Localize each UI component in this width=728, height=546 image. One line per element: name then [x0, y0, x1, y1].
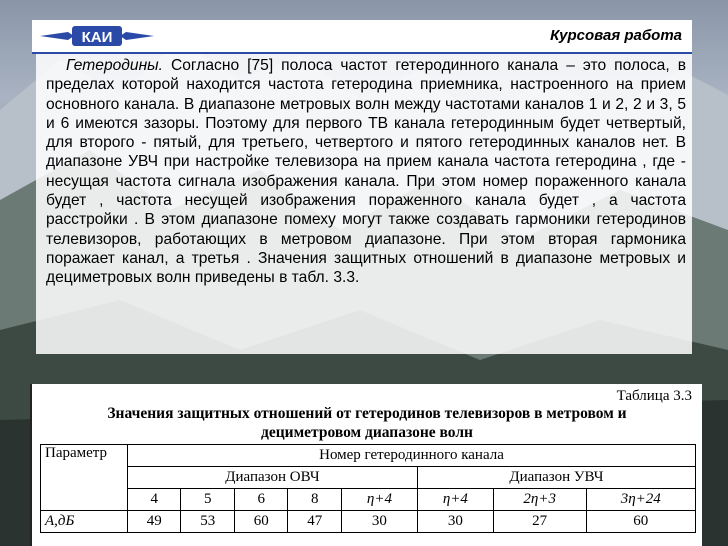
channel-cell: 6 [234, 489, 287, 511]
paragraph-text: Согласно [75] полоса частот гетеродинного канала – это полоса, в пределах которой находится частота гетеродина приемника, настроенного на прием основного канала. В диапазоне метровых волн между частотами каналов 1 и 2, 2 и 3, 5 и 6 имеются зазоры. Поэтому для первого ТВ канала гетеродинным будет четвертый, для второго - пятый, для третьего, четвертого и пятого гетеродинных каналов нет. В диапазоне УВЧ при настройке телевизора на прием канала частота гетеродина , где - несущая частота сигнала изображения канала. При этом номер пораженного канала будет , частота несущей изображения пораженного канала будет , а частота расстройки . В этом диапазоне помеху могут также создавать гармоники гетеродинов телевизоров, работающих в метровом диапазоне. При этом вторая гармоника поражает канал, а третья . Значения защитных отношений в диапазоне метровых и дециметровых волн приведены в табл. 3.3. [46, 57, 686, 287]
value-cell: 53 [181, 511, 234, 533]
channel-cell: η+4 [417, 489, 493, 511]
value-cell: 60 [234, 511, 287, 533]
channel-row [41, 489, 696, 511]
channel-cell: 8 [288, 489, 341, 511]
value-cell: 30 [417, 511, 493, 533]
channel-header: Номер гетеродинного канала [128, 445, 696, 467]
param-header: Параметр [41, 445, 128, 511]
value-cell: 47 [288, 511, 341, 533]
channel-cell: 2η+3 [493, 489, 586, 511]
table-card [30, 384, 702, 546]
table-header-row [41, 445, 696, 467]
channel-cell: 4 [128, 489, 181, 511]
channel-cell: η+4 [341, 489, 417, 511]
body-paragraph [46, 56, 686, 288]
band-uhf: Диапазон УВЧ [417, 467, 695, 489]
logo-text: КАИ [81, 29, 113, 46]
paragraph-lead: Гетеродины. [66, 57, 163, 74]
value-cell: 60 [586, 511, 695, 533]
table-title [32, 404, 702, 442]
slide-header [32, 20, 692, 54]
table-number: Таблица 3.3 [616, 388, 692, 404]
course-title: Курсовая работа [550, 27, 682, 44]
band-row [41, 467, 696, 489]
table-title-line2: дециметровом диапазоне волн [261, 424, 473, 441]
kai-logo [38, 23, 156, 49]
value-cell: 27 [493, 511, 586, 533]
protection-ratio-table [40, 444, 696, 533]
channel-cell: 3η+24 [586, 489, 695, 511]
value-cell: 49 [128, 511, 181, 533]
values-row [41, 511, 696, 533]
band-vhf: Диапазон ОВЧ [128, 467, 418, 489]
channel-cell: 5 [181, 489, 234, 511]
value-cell: 30 [341, 511, 417, 533]
row-label: A,дБ [41, 511, 128, 533]
table-title-line1: Значения защитных отношений от гетеродинов телевизоров в метровом и [107, 405, 627, 422]
